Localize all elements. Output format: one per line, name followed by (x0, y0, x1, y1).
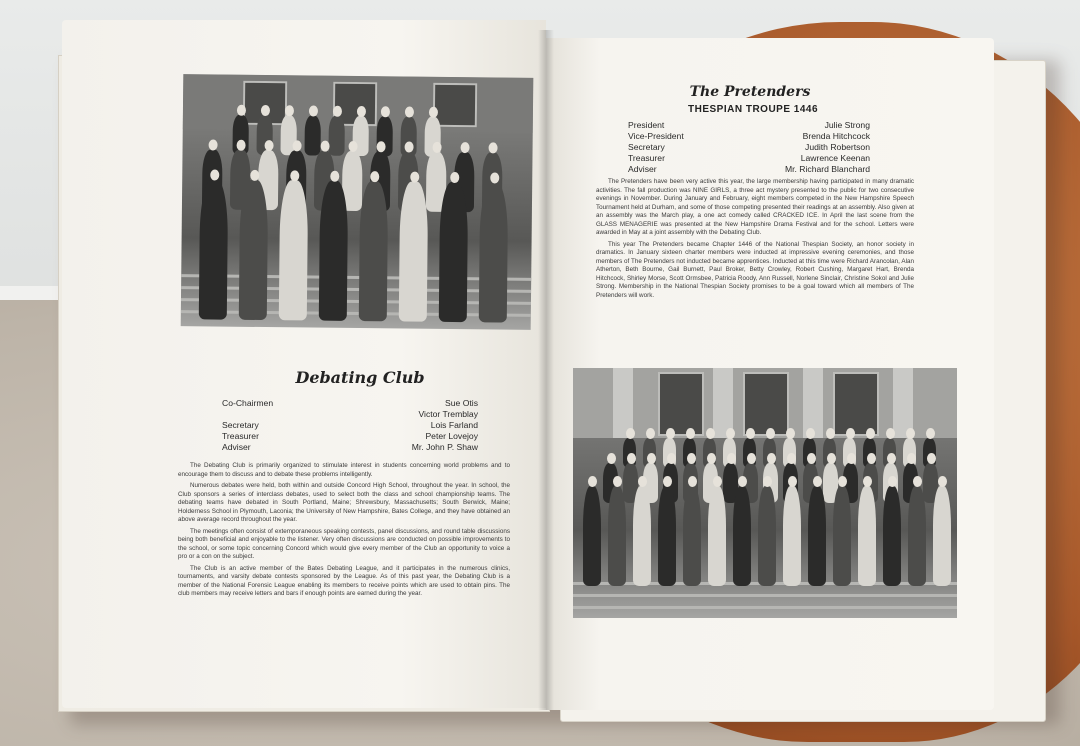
person-head (370, 171, 379, 182)
debating-club-title: Debating Club (295, 368, 425, 387)
officer-name: Sue Otis (445, 398, 478, 408)
person-head (667, 453, 676, 464)
person-head (647, 453, 656, 464)
officer-name: Julie Strong (824, 120, 870, 130)
person-head (727, 453, 736, 464)
thespian-troupe-subtitle: THESPIAN TROUPE 1446 (688, 104, 819, 115)
person-head (349, 141, 358, 152)
person-head (237, 140, 246, 151)
person-head (906, 428, 915, 439)
person-figure (658, 486, 676, 586)
person-figure (633, 486, 651, 586)
officer-role: Adviser (222, 442, 251, 452)
person-head (450, 172, 459, 183)
officer-name: Lawrence Keenan (800, 153, 870, 163)
building-door (833, 372, 879, 436)
officer-row (628, 131, 870, 142)
person-head (888, 476, 897, 487)
officer-role: President (628, 120, 665, 130)
person-head (863, 476, 872, 487)
person-figure (583, 486, 601, 586)
person-head (766, 428, 775, 439)
officer-name: Peter Lovejoy (425, 431, 478, 441)
person-head (321, 141, 330, 152)
officer-role: Secretary (628, 142, 665, 152)
book-gutter (538, 30, 554, 710)
officer-name: Lois Farland (430, 420, 478, 430)
person-head (405, 141, 414, 152)
person-head (646, 428, 655, 439)
stair-step (573, 606, 957, 609)
person-head (293, 140, 302, 151)
person-head (847, 453, 856, 464)
officer-role: Adviser (628, 164, 657, 174)
building-door (743, 372, 789, 436)
person-figure (758, 486, 776, 586)
person-head (381, 106, 390, 117)
body-paragraph: Numerous debates were held, both within and outside Concord High School, throughout the year. In school, the Club sponsors a series of interclass debates, used to select both the class and school championship teams. The debating teams have debated in South Portland, Maine; Shrewsbury, Massachusetts; South Berwick, Maine; Holderness School in Plymouth, Laconia; the University of New Hampshire, Bates College, and they have obtained an above average record throughout the year. (178, 482, 510, 523)
person-head (938, 476, 947, 487)
person-head (607, 453, 616, 464)
person-figure (858, 486, 876, 586)
person-head (907, 453, 916, 464)
person-figure (279, 180, 308, 320)
person-head (686, 428, 695, 439)
person-head (357, 106, 366, 117)
person-head (265, 140, 274, 151)
person-head (490, 172, 499, 183)
person-figure (833, 486, 851, 586)
body-paragraph: This year The Pretenders became Chapter 1446 of the National Thespian Society, an honor society in dramatics. In January sixteen charter members were inducted at impressive evening ceremonies, and those members of The Pretenders not inducted became apprentices. Inducted at this time were Richard Arancolan, Alan Atherton, Beth Bourne, Gail Burnett, Paul Broker, Betty Crowley, Robert Cushing, Margaret Hart, Brenda Hitchcock, Shirley Morse, Scott Ormsbee, Patricia Roody, Ann Russell, Norlene Sinclair, Christine Sokol and Julie Strong. Membership in the National Thespian Society promises to be a goal toward which all members of The Pretenders will work. (596, 240, 914, 299)
officer-row (628, 142, 870, 153)
person-figure (933, 486, 951, 586)
person-head (763, 476, 772, 487)
body-paragraph: The meetings often consist of extemporaneous speaking contests, panel discussions, and round table discussions being both beneficial and enjoyable to the listener. Very often discussions are conducted on possible improvements to the school, or some topic concerning Concord which would give every member of the Club an opportunity to voice a pro or a con on the subject. (178, 527, 510, 560)
person-head (250, 170, 259, 181)
person-head (767, 453, 776, 464)
officer-name: Brenda Hitchcock (802, 131, 870, 141)
person-figure (608, 486, 626, 586)
officer-name: Judith Robertson (805, 142, 870, 152)
person-head (846, 428, 855, 439)
person-head (489, 142, 498, 153)
person-figure (439, 182, 468, 322)
officer-role: Vice-President (628, 131, 684, 141)
person-head (433, 142, 442, 153)
person-head (638, 476, 647, 487)
person-head (405, 106, 414, 117)
officer-row (222, 442, 478, 453)
person-figure (359, 181, 388, 321)
person-figure (479, 182, 508, 322)
person-head (867, 453, 876, 464)
person-head (738, 476, 747, 487)
person-head (787, 453, 796, 464)
person-figure (319, 181, 348, 321)
person-head (210, 169, 219, 180)
person-head (330, 171, 339, 182)
building-window (433, 83, 477, 127)
person-head (786, 428, 795, 439)
person-head (410, 172, 419, 183)
person-head (806, 428, 815, 439)
pretenders-description (596, 178, 914, 303)
person-head (866, 428, 875, 439)
person-head (588, 476, 597, 487)
body-paragraph: The Debating Club is primarily organized to stimulate interest in students concerning world problems and to encourage them to discuss and to debate these problems intelligently. (178, 462, 510, 478)
person-head (237, 105, 246, 116)
person-head (886, 428, 895, 439)
person-head (613, 476, 622, 487)
person-figure (733, 486, 751, 586)
person-head (838, 476, 847, 487)
officer-row (222, 431, 478, 442)
person-head (688, 476, 697, 487)
person-figure (239, 180, 268, 320)
officer-name: Victor Tremblay (418, 409, 478, 419)
person-head (788, 476, 797, 487)
person-head (377, 141, 386, 152)
person-figure (908, 486, 926, 586)
officer-role: Treasurer (222, 431, 259, 441)
debating-club-photo (181, 74, 534, 330)
officer-row (628, 153, 870, 164)
person-head (309, 105, 318, 116)
person-head (666, 428, 675, 439)
pretenders-photo (573, 368, 957, 618)
person-head (687, 453, 696, 464)
person-figure (328, 116, 344, 156)
person-head (747, 453, 756, 464)
person-head (429, 107, 438, 118)
officer-row (222, 420, 478, 431)
officer-role: Treasurer (628, 153, 665, 163)
person-head (333, 106, 342, 117)
person-head (285, 105, 294, 116)
officer-row (222, 398, 478, 409)
person-figure (783, 486, 801, 586)
person-head (913, 476, 922, 487)
person-head (627, 453, 636, 464)
officer-row (222, 409, 478, 420)
debating-officers-list (222, 398, 478, 453)
person-head (626, 428, 635, 439)
pretenders-officers-list (628, 120, 870, 175)
officer-name: Mr. John P. Shaw (411, 442, 478, 452)
person-head (826, 428, 835, 439)
person-head (706, 428, 715, 439)
building-column (803, 368, 823, 438)
person-head (827, 453, 836, 464)
person-head (663, 476, 672, 487)
person-figure (808, 486, 826, 586)
body-paragraph: The Club is an active member of the Bates Debating League, and it participates in the numerous clinics, tournaments, and varsity debate contests sponsored by the League. As of this past year, the Debating Club is a member of the National Forensic League enabling its members to receive points which are used to obtain pins. The club members may receive letters and bars if enough points are earned during the year. (178, 564, 510, 597)
officer-role: Secretary (222, 420, 259, 430)
person-figure (683, 486, 701, 586)
person-figure (708, 486, 726, 586)
officer-name: Mr. Richard Blanchard (784, 164, 870, 174)
person-head (813, 476, 822, 487)
officer-row (628, 164, 870, 175)
body-paragraph: The Pretenders have been very active this year, the large membership having participated in many dramatic activities. The fall production was NINE GIRLS, a three act mystery presented to the public for two consecutive evenings in November. During January and February, eight members competed in the New Hampshire Speech Tournament held at Durham, and some of those competing presented their readings at an assembly. Also given at an assembly was the March play, a one act comedy called CRACKED ICE. In April the last scene from the GLASS MENAGERIE was presented at the New Hampshire Drama Festival and for the school. Letters were awarded in May at a joint assembly with the Debating Club. (596, 178, 914, 236)
stair-step (573, 594, 957, 597)
person-head (290, 170, 299, 181)
pretenders-title: The Pretenders (689, 84, 811, 100)
person-head (261, 105, 270, 116)
person-figure (883, 486, 901, 586)
person-head (887, 453, 896, 464)
person-figure (304, 115, 320, 155)
person-head (807, 453, 816, 464)
person-head (746, 428, 755, 439)
person-head (209, 139, 218, 150)
person-head (461, 142, 470, 153)
person-head (713, 476, 722, 487)
officer-role: Co-Chairmen (222, 398, 274, 408)
person-head (726, 428, 735, 439)
person-figure (399, 181, 428, 321)
person-head (927, 453, 936, 464)
officer-row (628, 120, 870, 131)
building-door (658, 372, 704, 436)
person-head (926, 428, 935, 439)
debating-club-description (178, 462, 510, 602)
person-head (707, 453, 716, 464)
person-figure (199, 179, 228, 319)
